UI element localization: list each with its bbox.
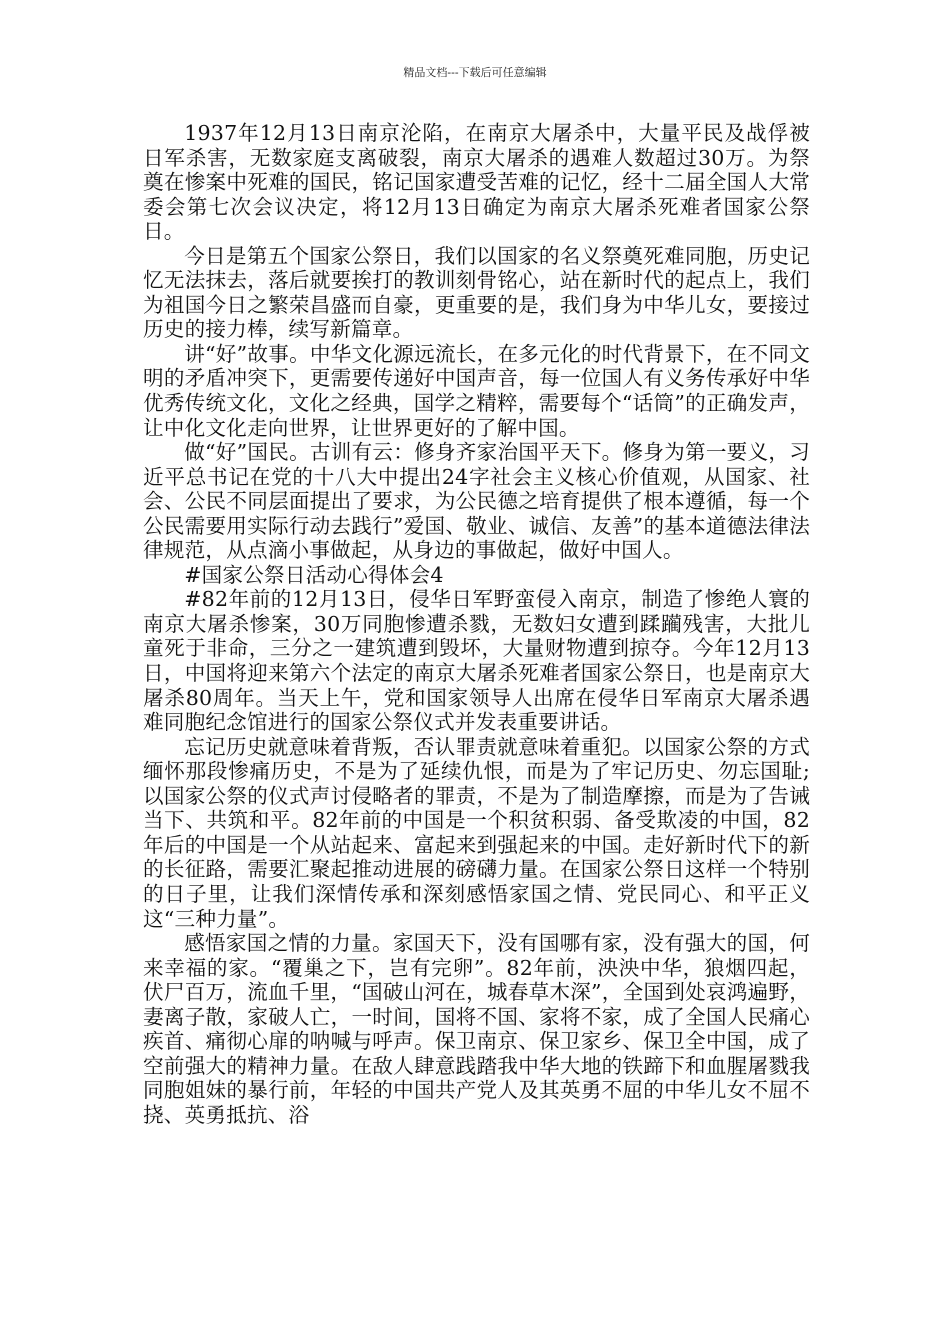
section-heading: #国家公祭日活动心得体会4 [184, 562, 444, 587]
page-header: 精品文档---下载后可任意编辑 [403, 66, 547, 79]
paragraph-forget-history: 忘记历史就意味着背叛，否认罪责就意味着重犯。以国家公祭的方式缅怀那段惨痛历史，不是为了延续仇恨，而是为了牢记历史、勿忘国耻;以国家公祭的仪式声讨侵略者的罪责，不是为了制造摩擦，而是为了告诫当下、共筑和平。82年前的中国是一个积贫积弱、备受欺凌的中国，82年后的中国是一个从站起来、富起来到强起来的中国。走好新时代下的新的长征路，需要汇聚起推动进展的磅礴力量。在国家公祭日这样一个特别的日子里，让我们深情传承和深刻感悟家国之情、党民同心、和平正义这“三种力量”。 [143, 734, 810, 931]
paragraph-family-country: 感悟家国之情的力量。家国天下，没有国哪有家，没有强大的国，何来幸福的家。“覆巢之下，岂有完卵”。82年前，泱泱中华，狼烟四起，伏尸百万，流血千里，“国破山河在，城春草木深”，全国到处哀鸿遍野，妻离子散，家破人亡，一时间，国将不国、家将不家，成了全国人民痛心疾首、痛彻心扉的呐喊与呼声。保卫南京、保卫家乡、保卫全中国，成了空前强大的精神力量。在敌人肆意践踏我中华大地的铁蹄下和血腥屠戮我同胞姐妹的暴行前，年轻的中国共产党人及其英勇不屈的中华儿女不屈不挠、英勇抵抗、浴 [143, 931, 810, 1127]
paragraph-tell-good-story: 讲“好”故事。中华文化源远流长，在多元化的时代背景下，在不同文明的矛盾冲突下，更需要传递好中国声音，每一位国人有义务传承好中华优秀传统文化，文化之经典，国学之精粹，需要每个“话筒”的正确发声，让中化文化走向世界，让世界更好的了解中国。 [143, 341, 810, 440]
paragraph-intro: 1937年12月13日南京沦陷，在南京大屠杀中，大量平民及战俘被日军杀害，无数家庭支离破裂，南京大屠杀的遇难人数超过30万。为祭奠在惨案中死难的国民，铭记国家遭受苦难的记忆，经十二届全国人大常委会第七次会议决定，将12月13日确定为南京大屠杀死难者国家公祭日。 [143, 121, 810, 244]
paragraph-fifth-memorial-day: 今日是第五个国家公祭日，我们以国家的名义祭奠死难同胞，历史记忆无法抹去，落后就要挨打的教训刻骨铭心，站在新时代的起点上，我们为祖国今日之繁荣昌盛而自豪，更重要的是，我们身为中华儿女，要接过历史的接力棒，续写新篇章。 [143, 243, 810, 342]
document-body [143, 121, 810, 1127]
paragraph-82-years-ago: #82年前的12月13日，侵华日军野蛮侵入南京，制造了惨绝人寰的南京大屠杀惨案，30万同胞惨遭杀戮，无数妇女遭到蹂躏残害，大批儿童死于非命，三分之一建筑遭到毁坏，大量财物遭到掠夺。今年12月13日，中国将迎来第六个法定的南京大屠杀死难者国家公祭日，也是南京大屠杀80周年。当天上午，党和国家领导人出席在侵华日军南京大屠杀遇难同胞纪念馆进行的国家公祭仪式并发表重要讲话。 [143, 587, 810, 735]
paragraph-good-citizen: 做“好”国民。古训有云：修身齐家治国平天下。修身为第一要义，习近平总书记在党的十八大中提出24字社会主义核心价值观，从国家、社会、公民不同层面提出了要求，为公民德之培育提供了根本遵循，每一个公民需要用实际行动去践行”爱国、敬业、诚信、友善”的基本道德法律法律规范，从点滴小事做起，从身边的事做起，做好中国人。 [143, 440, 810, 563]
